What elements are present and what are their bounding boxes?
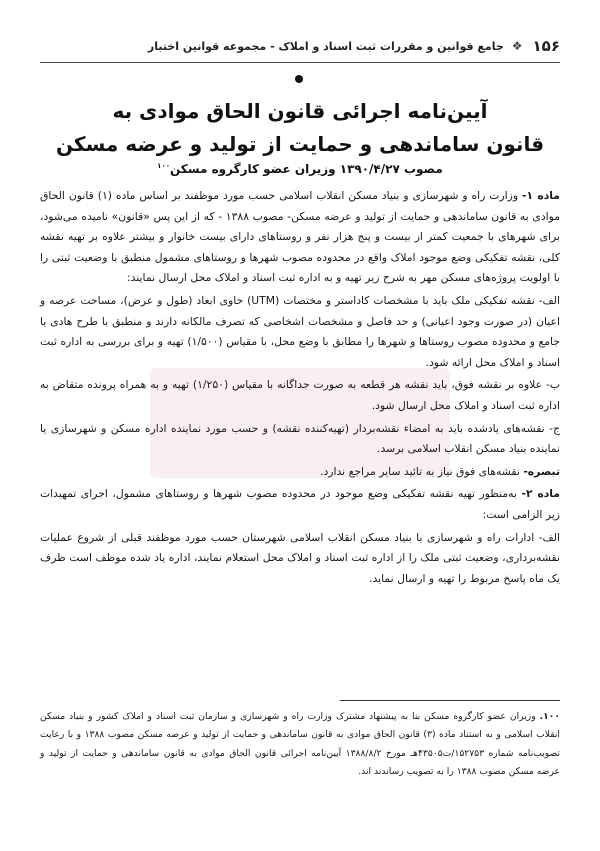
- header-divider: [40, 62, 560, 63]
- document-subtitle: [40, 162, 560, 176]
- note-label: تبصره-: [523, 464, 560, 478]
- clause-alef-2: الف- ادارات راه و شهرسازی یا بنیاد مسکن انقلاب اسلامی شهرستان حسب مورد موظفند قبلی از شروع عملیات نقشه‌برداری، وضعیت ثبتی ملک را از اداره ثبت اسناد و املاک محل استعلام نمایند، اداره یاد شده موظف است ظرف یک ماه پاسخ مربوط را تهیه و ارسال نماید.: [40, 530, 560, 585]
- title-line-1: آیین‌نامه اجرائی قانون الحاق موادی به: [112, 99, 488, 123]
- article-1-text: وزارت راه و شهرسازی و بنیاد مسکن انقلاب اسلامی حسب مورد موظفند بر اساس ماده (۱) قانون الحاق موادی به قانون ساماندهی و حمایت از تولید و عرضه مسکن- مصوب ۱۳۸۸ - که از این پس «قانون» نامیده می‌شود، برای شهرهای با جمعیت کمتر از بیست و پنج هزار نفر و روستاهای دارای بیست خانوار و بیشتر علاوه بر تهیه نقشه کلی، نقشه تفکیکی وضع موجود املاک واقع در محدوده مصوب شهرها و روستاهای مشمول منطبق با وضعیت ثبتی را با اولویت پروژه‌های مسکن مهر به شرح زیر تهیه و به اداره ثبت اسناد و املاک محل ارسال نمایند:: [40, 189, 560, 285]
- clause-jim-1: ج- نقشه‌های یادشده باید به امضاء نقشه‌بردار (تهیه‌کننده نقشه) و حسب مورد نماینده اداره مسکن و شهرسازی یا نماینده بنیاد مسکن انقلاب اسلامی برسد.: [40, 421, 560, 456]
- clause-alef-1: الف- نقشه تفکیکی ملک باید با مشخصات کاداستر و مختصات (UTM) حاوی ابعاد (طول و عرض)، مساحت عرصه و اعیان (در صورت وجود اعیانی) و حد فاصل و مشخصات اشخاصی که تصرف مالکانه دارند و منطبق با طرح هادی یا جامع و محدوده مصوب روستاها و شهرها را مطابق با وضع محل، با مقیاس (۱/۵۰۰) تهیه و برای بررسی به اداره ثبت اسناد و املاک محل ارائه شود.: [40, 293, 560, 369]
- clause-be-1: ب- علاوه بر نقشه فوق، باید نقشه هر قطعه به صورت جداگانه با مقیاس (۱/۲۵۰) تهیه و به همراه پرونده متقاض به اداره ثبت اسناد و املاک محل ارسال شود.: [40, 378, 561, 412]
- body-text: [40, 186, 560, 591]
- footnote-number: ۱۰۰.: [539, 711, 560, 722]
- header-title: جامع قوانین و مقررات ثبت اسناد و املاک - مجموعه قوانین اختبار: [147, 39, 504, 53]
- article-1: [40, 186, 560, 289]
- footnote-ref: ۱۰۰: [157, 162, 170, 170]
- article-2-label: ماده ۲-: [521, 487, 560, 501]
- page-number: ۱۵۶: [532, 37, 560, 55]
- article-2: [40, 484, 560, 525]
- article-1-label: ماده ۱-: [522, 189, 560, 202]
- footnote-text: وزیران عضو کارگروه مسکن بنا به پیشنهاد مشترک وزارت راه و شهرسازی و سازمان ثبت اسناد و املاک کشور و بنیاد مسکن انقلاب اسلامی و به استناد ماده (۳) قانون الحاق موادی به قانون ساماندهی و حمایت از تولید و عرضه مسکن مصوب ۱۳۸۸ و با رعایت تصویب‌نامه شماره ۱۵۲۷۵۳/ت۴۳۵۰۵هـ مورخ ۱۳۸۸/۸/۲ آیین‌نامه اجرائی قانون الحاق موادی به قانون ساماندهی و حمایت از تولید و عرضه مسکن مصوب ۱۳۸۸ را به تصویب رساندند اند.: [40, 711, 561, 778]
- article-2-text: به‌منظور تهیه نقشه تفکیکی وضع موجود در محدوده مصوب شهرها و روستاهای مشمول، اجرای تمهیدات زیر الزامی است:: [40, 487, 560, 521]
- note-text: نقشه‌های فوق نیاز به تائید سایر مراجع ندارد.: [320, 464, 524, 478]
- footnote: [40, 708, 560, 782]
- ornament-icon: ❖: [511, 39, 523, 53]
- title-line-2: قانون ساماندهی و حمایت از تولید و عرضه مسکن: [55, 132, 545, 156]
- note: [40, 462, 560, 483]
- bullet-icon: [295, 75, 303, 83]
- footnote-divider: [340, 700, 560, 701]
- subtitle-text: مصوب ۱۳۹۰/۴/۲۷ وزیران عضو کارگروه مسکن: [170, 162, 443, 176]
- running-header: [40, 34, 560, 58]
- document-title: [40, 95, 560, 161]
